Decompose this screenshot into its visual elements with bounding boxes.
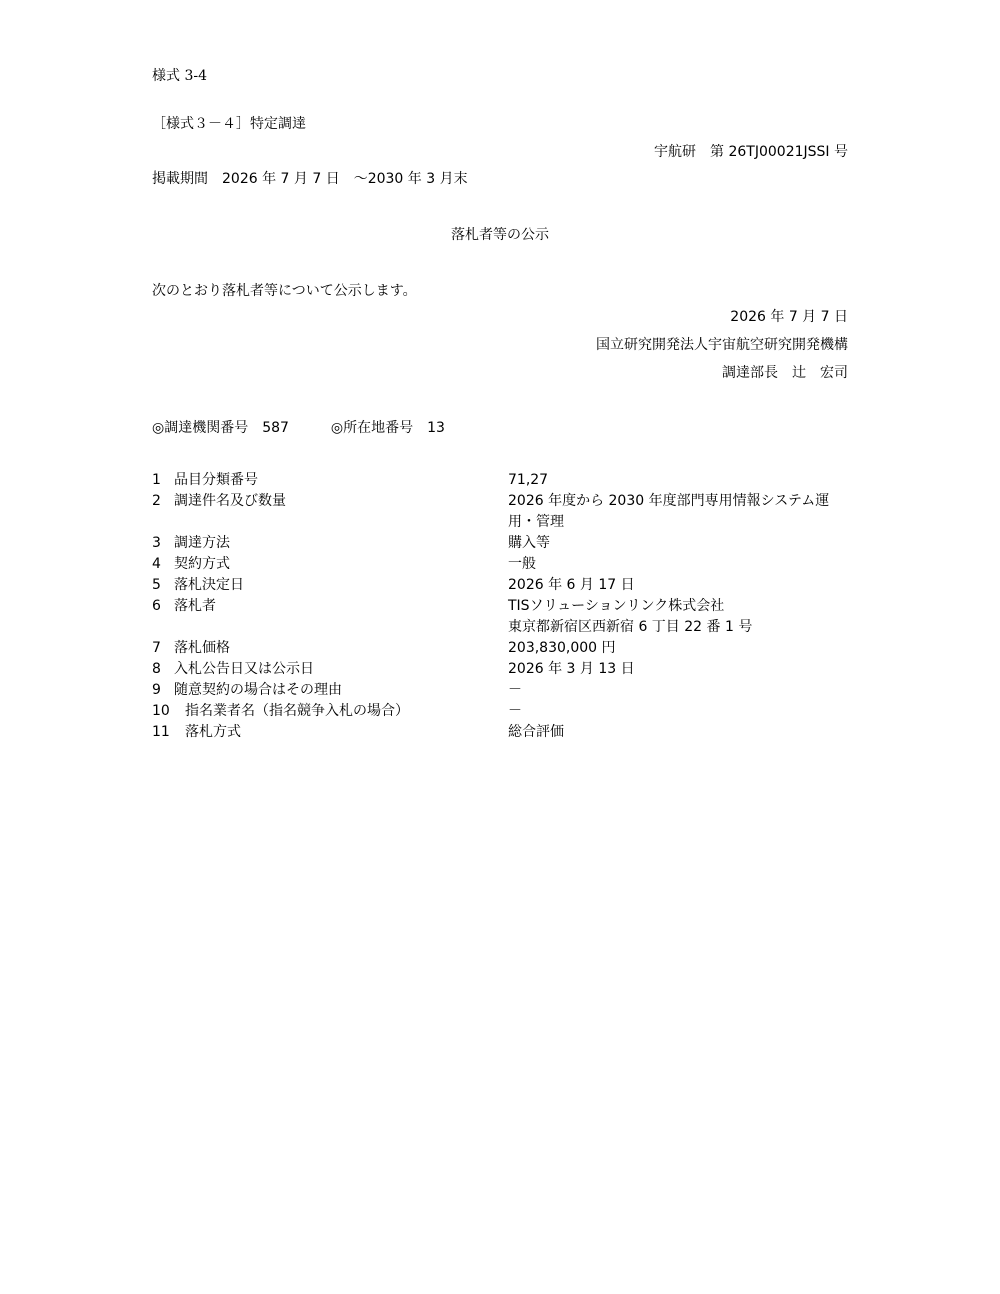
item-label: 落札者 (174, 598, 216, 614)
list-item (152, 722, 848, 743)
form-title: ［様式３－４］特定調達 (152, 116, 306, 132)
organization-name: 国立研究開発法人宇宙航空研究開発機構 (596, 337, 848, 353)
item-value-line: 2026 年度から 2030 年度部門専用情報システム運 (508, 493, 830, 509)
item-value-line: 71,27 (508, 472, 549, 488)
list-item (152, 638, 848, 659)
posting-period: 掲載期間 2026 年 7 月 7 日 ～2030 年 3 月末 (152, 171, 468, 187)
item-label: 契約方式 (174, 556, 230, 572)
item-value (508, 701, 848, 722)
list-item (152, 491, 848, 533)
item-label: 品目分類番号 (174, 472, 258, 488)
page-title: 落札者等の公示 (451, 227, 549, 243)
official-name: 調達部長 辻 宏司 (722, 365, 848, 381)
item-value (508, 470, 848, 491)
item-label: 入札公告日又は公示日 (174, 661, 314, 677)
item-value (508, 680, 848, 701)
item-value-line: 2026 年 3 月 13 日 (508, 661, 635, 677)
item-label: 落札決定日 (174, 577, 244, 593)
item-number: 11 (152, 724, 170, 740)
item-value (508, 722, 848, 743)
item-number: 8 (152, 661, 161, 677)
item-label: 落札価格 (174, 640, 230, 656)
item-number: 10 (152, 703, 170, 719)
item-value (508, 659, 848, 680)
item-value-line: 購入等 (508, 535, 550, 551)
item-label: 随意契約の場合はその理由 (174, 682, 342, 698)
item-value (508, 533, 848, 554)
notice-date: 2026 年 7 月 7 日 (730, 309, 848, 325)
item-number: 2 (152, 493, 161, 509)
item-value-line: 総合評価 (508, 724, 564, 740)
list-item (152, 554, 848, 575)
item-label: 調達件名及び数量 (174, 493, 286, 509)
item-number: 9 (152, 682, 161, 698)
item-list (152, 470, 848, 743)
item-value-line: TISソリューションリンク株式会社 (508, 598, 725, 614)
list-item (152, 659, 848, 680)
form-id: 様式 3-4 (152, 68, 207, 84)
item-number: 3 (152, 535, 161, 551)
item-value-line: 一般 (508, 556, 536, 572)
list-item (152, 533, 848, 554)
item-value-line: 2026 年 6 月 17 日 (508, 577, 635, 593)
list-item (152, 470, 848, 491)
item-value-line: － (508, 682, 522, 698)
list-item (152, 701, 848, 722)
item-number: 6 (152, 598, 161, 614)
item-value (508, 638, 848, 659)
item-value-line: － (508, 703, 522, 719)
item-value (508, 575, 848, 596)
item-value-line: 203,830,000 円 (508, 640, 616, 656)
reference-number: 宇航研 第 26TJ00021JSSI 号 (654, 144, 848, 160)
list-item (152, 680, 848, 701)
item-value-line: 東京都新宿区西新宿 6 丁目 22 番 1 号 (508, 619, 753, 635)
item-value (508, 491, 848, 533)
item-number: 4 (152, 556, 161, 572)
list-item (152, 575, 848, 596)
item-number: 1 (152, 472, 161, 488)
item-label: 指名業者名（指名競争入札の場合） (185, 703, 409, 719)
item-value (508, 596, 848, 638)
list-item (152, 596, 848, 638)
item-number: 7 (152, 640, 161, 656)
item-value-line: 用・管理 (508, 514, 564, 530)
intro-text: 次のとおり落札者等について公示します。 (152, 283, 417, 299)
procurement-codes: ◎調達機関番号 587 ◎所在地番号 13 (152, 420, 445, 436)
item-label: 調達方法 (174, 535, 230, 551)
item-value (508, 554, 848, 575)
item-number: 5 (152, 577, 161, 593)
item-label: 落札方式 (185, 724, 241, 740)
